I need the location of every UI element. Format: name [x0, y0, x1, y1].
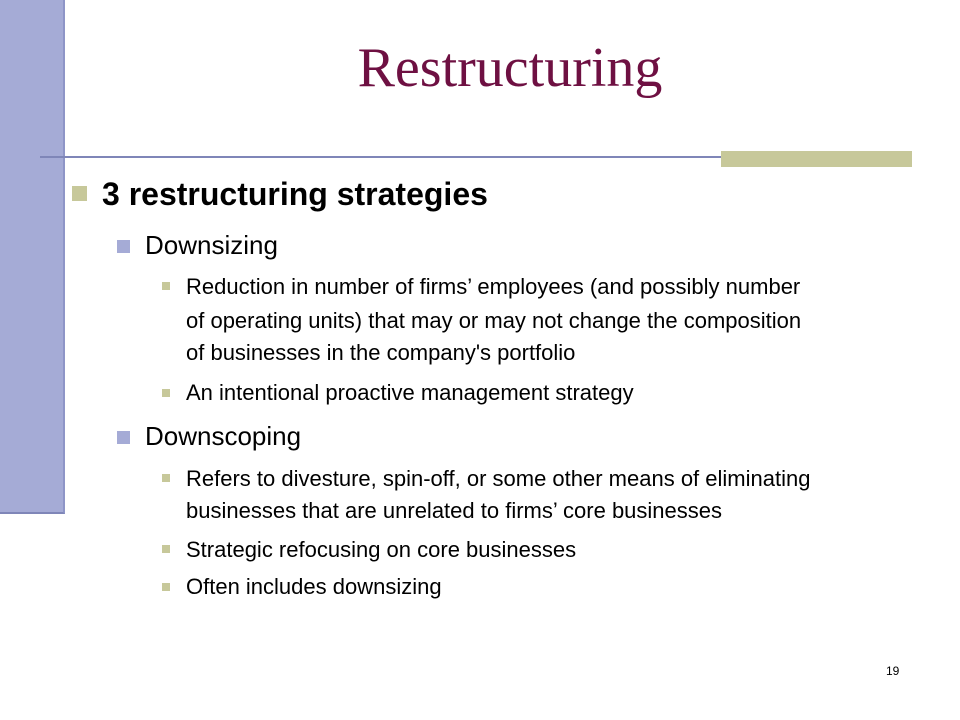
downsizing-point-1-line-1: Reduction in number of firms’ employees (and possibly number	[186, 274, 801, 299]
downsizing-point-1-line-3: of businesses in the company's portfolio	[186, 340, 576, 365]
downscoping-point-3: Often includes downsizing	[186, 574, 442, 599]
downscoping-point-2: Strategic refocusing on core businesses	[186, 537, 577, 562]
bullet-square-icon	[117, 431, 130, 444]
bullet-square-icon	[162, 583, 170, 591]
bullet-square-icon	[162, 389, 170, 397]
bullet-square-icon	[162, 474, 170, 482]
page-number: 19	[886, 664, 900, 678]
slide-title: Restructuring	[357, 37, 663, 99]
downsizing-point-2: An intentional proactive management strategy	[186, 380, 634, 405]
bullet-square-icon	[162, 282, 170, 290]
bullet-square-icon	[162, 545, 170, 553]
section-heading-downscoping: Downscoping	[145, 421, 302, 451]
downscoping-point-1-line-2: businesses that are unrelated to firms’ core businesses	[186, 498, 723, 523]
section-heading-downsizing: Downsizing	[145, 230, 278, 260]
left-accent-bar	[0, 0, 65, 514]
downsizing-point-1-line-2: of operating units) that may or may not change the composition	[186, 308, 802, 333]
bullet-square-icon	[117, 240, 130, 253]
main-bullet-text: 3 restructuring strategies	[102, 176, 488, 212]
downscoping-point-1-line-1: Refers to divesture, spin-off, or some other means of eliminating	[186, 466, 811, 491]
divider-accent-block	[721, 151, 912, 167]
bullet-square-icon	[72, 186, 87, 201]
